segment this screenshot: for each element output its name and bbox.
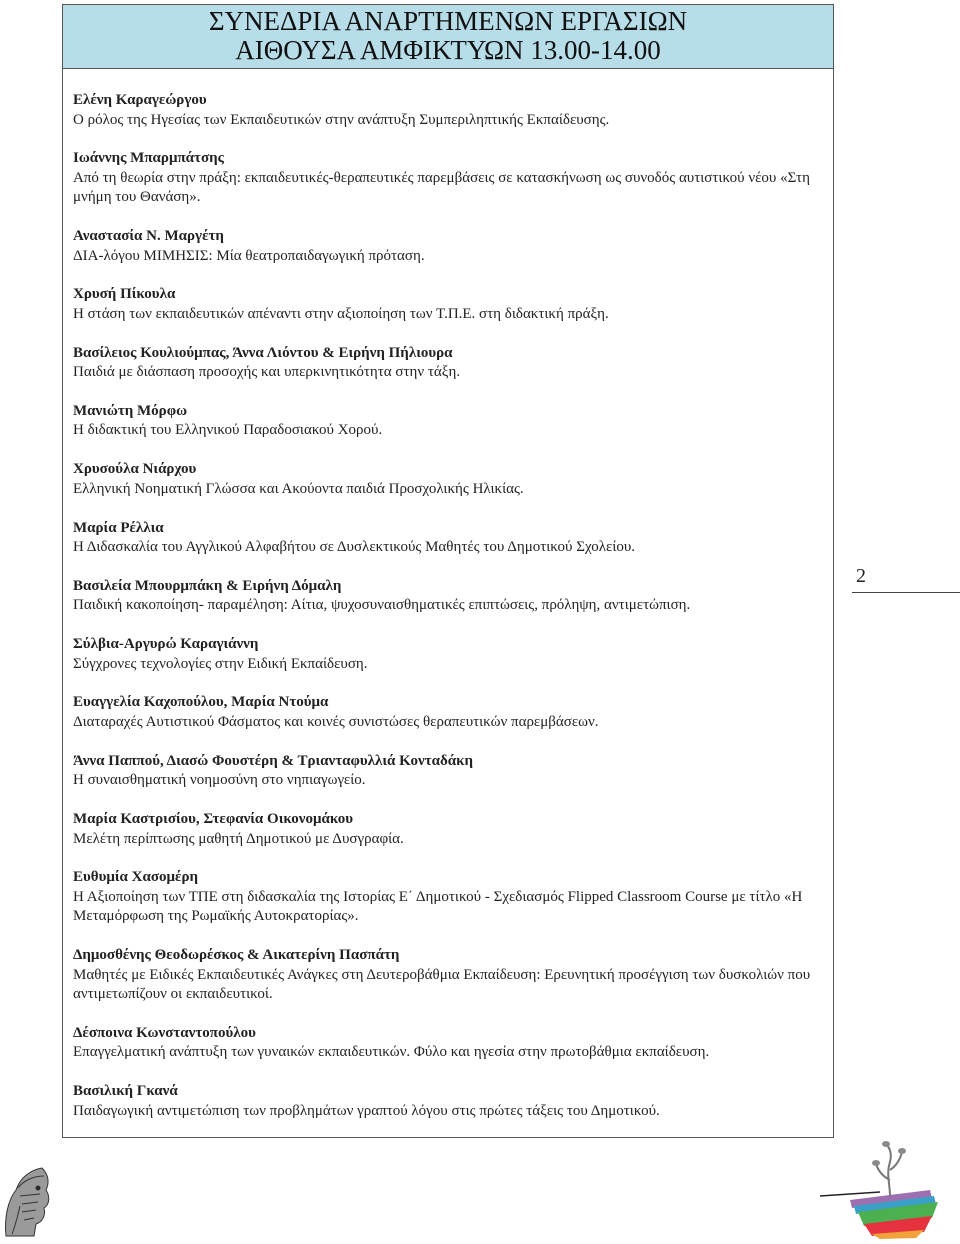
session-title: ΣΥΝΕΔΡΙΑ ΑΝΑΡΤΗΜΕΝΩΝ ΕΡΓΑΣΙΩΝ <box>208 6 688 36</box>
paper-entry <box>73 519 823 558</box>
paper-entry <box>73 946 823 1005</box>
paper-title: Η συναισθηματική νοημοσύνη στο νηπιαγωγείο. <box>73 772 366 789</box>
paper-entry <box>73 693 823 732</box>
athena-head-logo-icon <box>0 1160 54 1244</box>
paper-authors: Άννα Παππού, Διασώ Φουστέρη & Τριανταφυλλιά Κονταδάκη <box>73 752 474 769</box>
session-room-time: ΑΙΘΟΥΣΑ ΑΜΦΙΚΤΥΩΝ 13.00-14.00 <box>235 35 661 65</box>
paper-authors: Βασιλική Γκανά <box>73 1083 178 1100</box>
paper-title: Παιδική κακοποίηση- παραμέληση: Αίτια, ψυχοσυναισθηματικές επιπτώσεις, πρόληψη, αντιμετώπιση. <box>73 597 691 614</box>
paper-title: Ελληνική Νοηματική Γλώσσα και Ακούοντα παιδιά Προσχολικής Ηλικίας. <box>73 480 524 497</box>
paper-authors: Μαρία Ρέλλια <box>73 519 164 536</box>
paper-authors: Ελένη Καραγεώργου <box>73 92 207 108</box>
paper-title: Η Διδασκαλία του Αγγλικού Αλφαβήτου σε Δυσλεκτικούς Μαθητές του Δημοτικού Σχολείου. <box>73 539 636 556</box>
paper-authors: Δημοσθένης Θεοδωρέσκος & Αικατερίνη Πασπάτη <box>73 947 400 964</box>
paper-authors: Ευθυμία Χασομέρη <box>73 869 199 886</box>
paper-entry <box>73 285 823 324</box>
paper-entry <box>73 1082 823 1121</box>
tree-book-logo-icon <box>820 1140 960 1244</box>
paper-entry <box>73 344 823 383</box>
paper-authors: Βασιλεία Μπουρμπάκη & Ειρήνη Δόμαλη <box>73 577 342 594</box>
paper-authors: Αναστασία Ν. Μαργέτη <box>73 228 224 245</box>
paper-entry <box>73 752 823 791</box>
paper-title: Παιδιά με διάσπαση προσοχής και υπερκινητικότητα στην τάξη. <box>73 364 461 381</box>
paper-title: Διαταραχές Αυτιστικού Φάσματος και κοινές συνιστώσες θεραπευτικών παρεμβάσεων. <box>73 713 599 730</box>
paper-authors: Μανιώτη Μόρφω <box>73 402 188 419</box>
paper-title: Σύγχρονες τεχνολογίες στην Ειδική Εκπαίδευση. <box>73 655 368 672</box>
paper-title: Επαγγελματική ανάπτυξη των γυναικών εκπαιδευτικών. Φύλο και ηγεσία στην πρωτοβάθμια εκπαίδευση. <box>73 1044 710 1061</box>
paper-title: Μαθητές με Ειδικές Εκπαιδευτικές Ανάγκες στη Δευτεροβάθμια Εκπαίδευση: Ερευνητική προσέγγιση των δυσκολιών που αντιμετωπίζουν οι εκπαιδευτικοί. <box>73 966 811 1003</box>
paper-title: Ο ρόλος της Ηγεσίας των Εκπαιδευτικών στην ανάπτυξη Συμπεριληπτικής Εκπαίδευσης. <box>73 111 610 128</box>
paper-list <box>73 91 823 1141</box>
paper-entry <box>73 577 823 616</box>
paper-entry <box>73 149 823 208</box>
paper-title: ΔΙΑ-λόγου ΜΙΜΗΣΙΣ: Μία θεατροπαιδαγωγική πρόταση. <box>73 247 425 264</box>
paper-authors: Μαρία Καστρισίου, Στεφανία Οικονομάκου <box>73 811 354 828</box>
paper-title: Παιδαγωγική αντιμετώπιση των προβλημάτων γραπτού λόγου στις πρώτες τάξεις του Δημοτικού. <box>73 1102 660 1119</box>
paper-authors: Δέσποινα Κωνσταντοπούλου <box>73 1024 256 1041</box>
paper-title: Μελέτη περίπτωσης μαθητή Δημοτικού με Δυσγραφία. <box>73 830 404 847</box>
paper-authors: Σύλβια-Αργυρώ Καραγιάννη <box>73 636 259 653</box>
paper-authors: Βασίλειος Κουλιούμπας, Άννα Λιόντου & Ειρήνη Πήλιουρα <box>73 344 453 361</box>
paper-title: Από τη θεωρία στην πράξη: εκπαιδευτικές-θεραπευτικές παρεμβάσεις σε κατασκήνωση ως συνοδός αυτιστικού νέου «Στη μνήμη του Θανάση». <box>73 169 810 206</box>
paper-entry <box>73 402 823 441</box>
paper-authors: Ιωάννης Μπαρμπάτσης <box>73 150 224 167</box>
page-number-rule <box>852 592 960 593</box>
paper-authors: Ευαγγελία Καχοπούλου, Μαρία Ντούμα <box>73 694 329 711</box>
paper-entry <box>73 91 823 130</box>
paper-title: Η διδακτική του Ελληνικού Παραδοσιακού Χορού. <box>73 422 383 439</box>
page-number: 2 <box>856 565 866 587</box>
paper-entry <box>73 868 823 927</box>
paper-authors: Χρυσούλα Νιάρχου <box>73 461 197 478</box>
session-box <box>62 4 834 1138</box>
paper-title: Η Αξιοποίηση των ΤΠΕ στη διδασκαλία της Ιστορίας Ε΄ Δημοτικού - Σχεδιασμός Flipped Classroom Course με τίτλο «Η Μεταμόρφωση της Ρωμαϊκής Αυτοκρατορίας». <box>73 888 803 925</box>
paper-entry <box>73 635 823 674</box>
paper-authors: Χρυσή Πίκουλα <box>73 286 176 303</box>
paper-title: Η στάση των εκπαιδευτικών απέναντι στην αξιοποίηση των Τ.Π.Ε. στη διδακτική πράξη. <box>73 305 609 322</box>
paper-entry <box>73 227 823 266</box>
paper-entry <box>73 460 823 499</box>
paper-entry <box>73 1024 823 1063</box>
session-header <box>63 5 833 69</box>
paper-entry <box>73 810 823 849</box>
